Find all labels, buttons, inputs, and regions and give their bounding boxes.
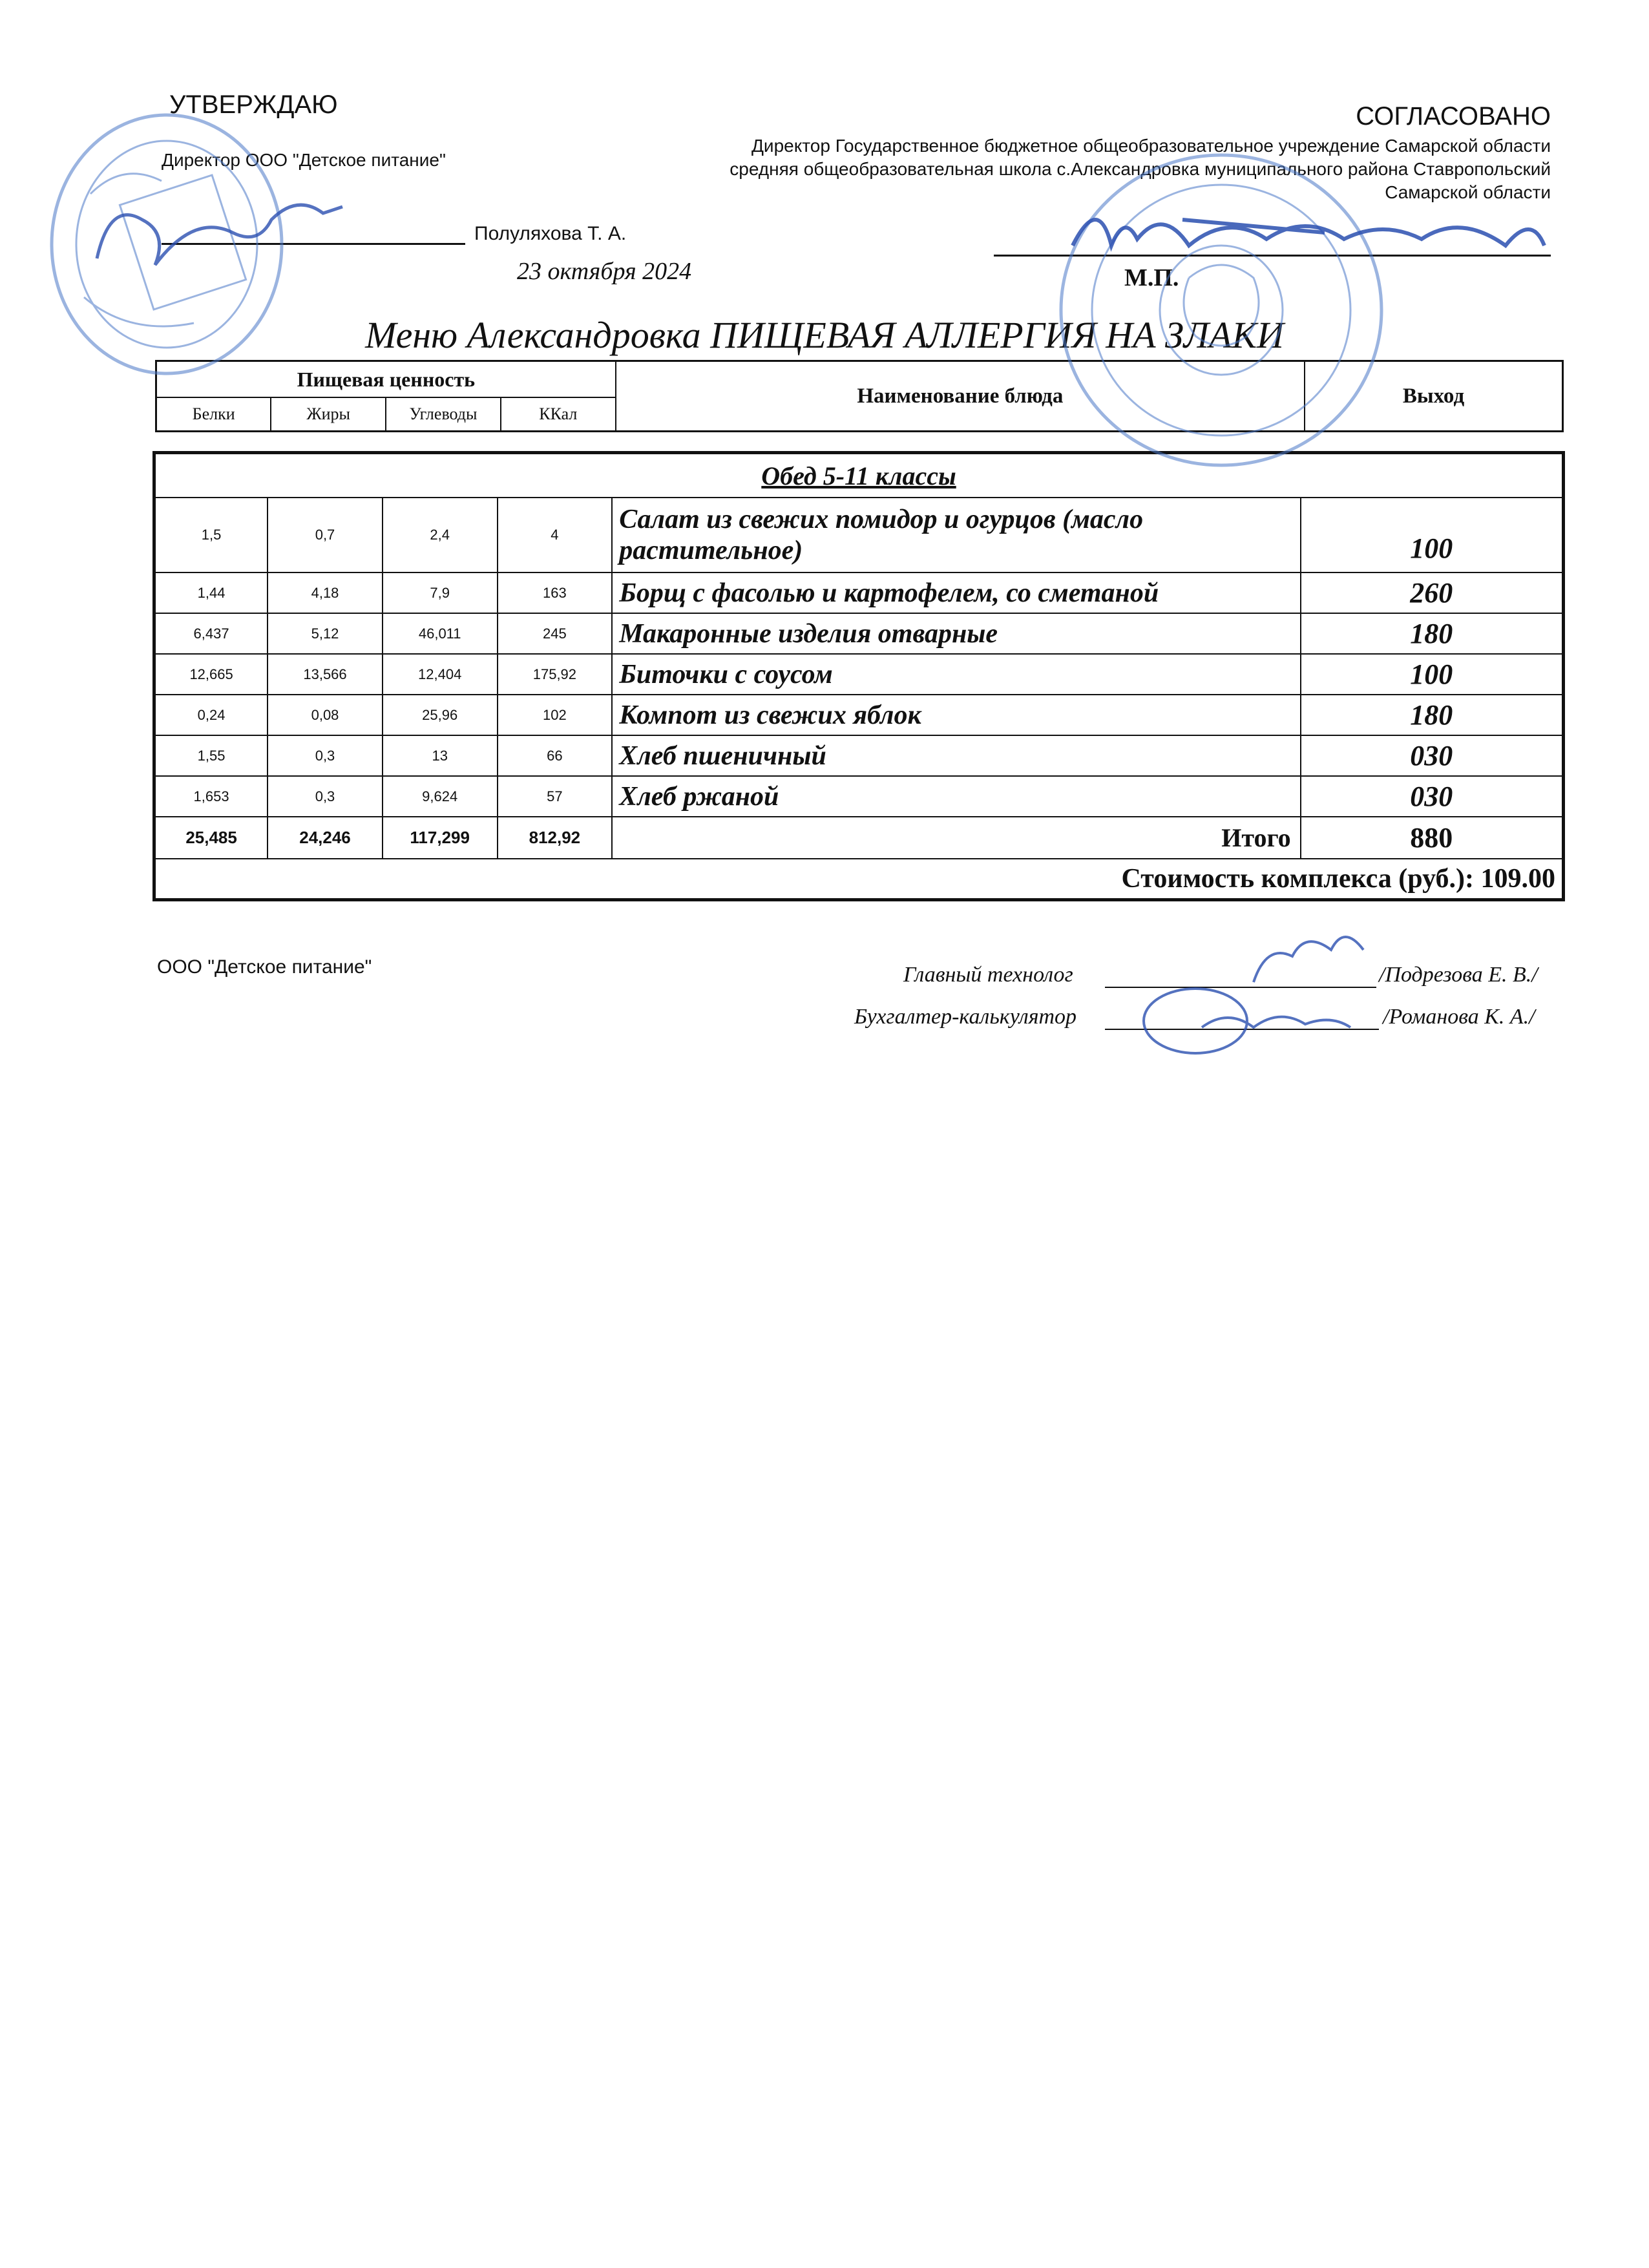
total-kcal: 812,92 [498, 817, 613, 859]
yield-cell: 180 [1301, 613, 1564, 654]
totals-row [154, 817, 1564, 859]
table-row [154, 654, 1564, 695]
yield-cell: 030 [1301, 776, 1564, 817]
fat-cell: 0,08 [268, 695, 383, 735]
protein-cell: 1,44 [154, 572, 268, 613]
table-row [154, 735, 1564, 776]
carbs-cell: 46,011 [383, 613, 498, 654]
total-fat: 24,246 [268, 817, 383, 859]
protein-cell: 6,437 [154, 613, 268, 654]
fat-cell: 0,3 [268, 776, 383, 817]
yield-cell: 100 [1301, 654, 1564, 695]
fat-cell: 4,18 [268, 572, 383, 613]
carbs-cell: 7,9 [383, 572, 498, 613]
kcal-cell: 4 [498, 498, 613, 572]
kcal-cell: 66 [498, 735, 613, 776]
signature-agreed [1073, 220, 1544, 246]
fat-cell: 0,7 [268, 498, 383, 572]
protein-cell: 0,24 [154, 695, 268, 735]
kcal-header: ККал [501, 397, 616, 432]
yield-cell: 100 [1301, 498, 1564, 572]
kcal-cell: 163 [498, 572, 613, 613]
dish-name: Компот из свежих яблок [612, 695, 1300, 735]
approve-title: УТВЕРЖДАЮ [169, 90, 338, 119]
cost-row [154, 859, 1564, 900]
table-row [154, 613, 1564, 654]
protein-cell: 1,5 [154, 498, 268, 572]
total-protein: 25,485 [154, 817, 268, 859]
protein-cell: 12,665 [154, 654, 268, 695]
column-header-table [155, 360, 1564, 432]
acc-label: Бухгалтер-калькулятор [854, 1005, 1077, 1029]
carbs-cell: 13 [383, 735, 498, 776]
signature-approve [97, 205, 342, 265]
approve-name: Полуляхова Т. А. [474, 223, 627, 244]
acc-name: /Романова К. А./ [1383, 1005, 1535, 1029]
kcal-cell: 102 [498, 695, 613, 735]
kcal-cell: 175,92 [498, 654, 613, 695]
stamp-place-label: М.П. [1124, 264, 1179, 291]
kcal-cell: 245 [498, 613, 613, 654]
fat-cell: 13,566 [268, 654, 383, 695]
nutrition-header: Пищевая ценность [156, 361, 616, 398]
yield-cell: 260 [1301, 572, 1564, 613]
total-carbs: 117,299 [383, 817, 498, 859]
dish-name: Макаронные изделия отварные [612, 613, 1300, 654]
signature-acc [1144, 989, 1350, 1053]
table-row [154, 498, 1564, 572]
menu-table [152, 451, 1565, 901]
fat-cell: 5,12 [268, 613, 383, 654]
signature-tech [1254, 937, 1363, 982]
complex-cost: Стоимость комплекса (руб.): 109.00 [154, 859, 1564, 900]
menu-title: Меню Александровка ПИЩЕВАЯ АЛЛЕРГИЯ НА ЗЛАКИ [365, 314, 1284, 356]
approve-position: Директор ООО "Детское питание" [162, 150, 446, 170]
dish-name: Биточки с соусом [612, 654, 1300, 695]
dish-header: Наименование блюда [616, 361, 1305, 432]
dish-name: Салат из свежих помидор и огурцов (масло растительное) [612, 498, 1300, 572]
table-row [154, 776, 1564, 817]
total-label: Итого [612, 817, 1300, 859]
fat-cell: 0,3 [268, 735, 383, 776]
tech-signature-line [1105, 987, 1376, 988]
carbs-cell: 9,624 [383, 776, 498, 817]
agreed-title: СОГЛАСОВАНО [1356, 102, 1551, 131]
tech-label: Главный технолог [903, 963, 1073, 987]
agreed-signature-line [994, 255, 1551, 257]
carbs-cell: 12,404 [383, 654, 498, 695]
carbs-cell: 25,96 [383, 695, 498, 735]
table-row [154, 695, 1564, 735]
agreed-position: Директор Государственное бюджетное общеобразовательное учреждение Самарской области средняя общеобразовательная школа с.Александровка муниципального района Ставропольский Самарской области [730, 136, 1551, 202]
footer-org: ООО "Детское питание" [157, 956, 372, 978]
approve-date: 23 октября 2024 [517, 258, 692, 285]
protein-header: Белки [156, 397, 271, 432]
protein-cell: 1,55 [154, 735, 268, 776]
dish-name: Хлеб ржаной [612, 776, 1300, 817]
yield-header: Выход [1305, 361, 1562, 432]
carbs-cell: 2,4 [383, 498, 498, 572]
dish-name: Борщ с фасолью и картофелем, со сметаной [612, 572, 1300, 613]
tech-name: /Подрезова Е. В./ [1379, 963, 1538, 987]
approve-signature-line [162, 243, 465, 245]
protein-cell: 1,653 [154, 776, 268, 817]
yield-cell: 180 [1301, 695, 1564, 735]
acc-signature-line [1105, 1029, 1379, 1030]
yield-cell: 030 [1301, 735, 1564, 776]
carbs-header: Углеводы [386, 397, 501, 432]
table-row [154, 572, 1564, 613]
fat-header: Жиры [271, 397, 386, 432]
kcal-cell: 57 [498, 776, 613, 817]
section-title: Обед 5-11 классы [154, 453, 1564, 498]
total-yield: 880 [1301, 817, 1564, 859]
dish-name: Хлеб пшеничный [612, 735, 1300, 776]
